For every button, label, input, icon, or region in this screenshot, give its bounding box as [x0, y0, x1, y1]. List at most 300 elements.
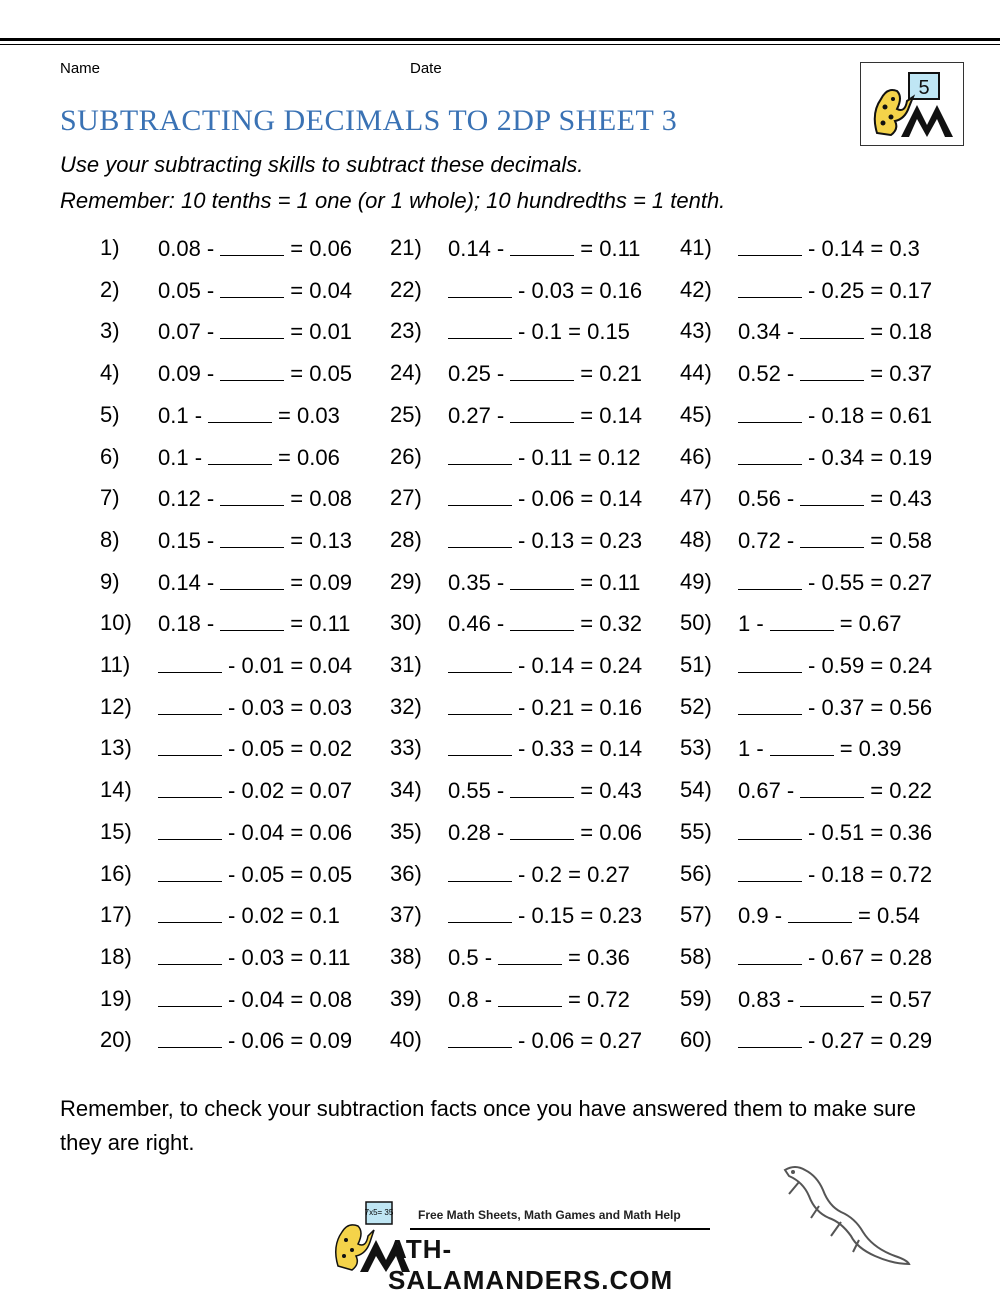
brand-footer — [330, 1200, 720, 1295]
answer-blank[interactable] — [510, 569, 574, 590]
problem-expression — [448, 652, 642, 679]
answer-blank[interactable] — [448, 1027, 512, 1048]
problem-expression — [448, 444, 641, 471]
problem-expression — [738, 610, 901, 637]
problem-row — [0, 777, 1000, 817]
problem-number: 44) — [680, 360, 712, 386]
problem-number: 36) — [390, 860, 422, 886]
problem-expression — [158, 485, 352, 512]
expression-rest: - 0.03 = 0.16 — [518, 277, 643, 303]
salamander-logo-icon — [861, 63, 963, 145]
answer-blank[interactable] — [510, 610, 574, 631]
expression-result: = 0.08 — [290, 486, 353, 512]
problem-expression — [448, 610, 642, 637]
answer-blank[interactable] — [738, 277, 802, 298]
answer-blank[interactable] — [448, 694, 512, 715]
answer-blank[interactable] — [448, 735, 512, 756]
answer-blank[interactable] — [738, 652, 802, 673]
problem-expression — [158, 569, 352, 596]
problem-expression — [448, 485, 642, 512]
answer-blank[interactable] — [448, 485, 512, 506]
answer-blank[interactable] — [738, 944, 802, 965]
problem-expression — [158, 318, 352, 345]
expression-result: = 0.18 — [870, 319, 933, 345]
answer-blank[interactable] — [738, 694, 802, 715]
answer-blank[interactable] — [800, 318, 864, 339]
expression-rest: - 0.06 = 0.27 — [518, 1028, 643, 1054]
problem-expression — [738, 485, 932, 512]
brand-badge: 7x5= 35 — [364, 1208, 394, 1217]
problem-expression — [448, 944, 630, 971]
expression-minuend: 0.28 - — [448, 819, 505, 845]
problem-number: 38) — [390, 943, 422, 969]
expression-minuend: 1 - — [738, 611, 764, 637]
problem-number: 32) — [390, 693, 422, 719]
answer-blank[interactable] — [158, 1027, 222, 1048]
problem-row — [0, 569, 1000, 609]
problem-expression — [738, 944, 932, 971]
grade-badge: 5 — [918, 77, 930, 99]
expression-rest: - 0.11 = 0.12 — [518, 444, 641, 470]
answer-blank[interactable] — [510, 360, 574, 381]
problem-expression — [738, 652, 932, 679]
expression-minuend: 0.15 - — [158, 527, 215, 553]
problem-expression — [738, 527, 932, 554]
problem-number: 29) — [390, 568, 422, 594]
expression-rest: - 0.14 = 0.3 — [808, 236, 920, 261]
instruction-line-2: Remember: 10 tenths = 1 one (or 1 whole); 10 hundredths = 1 tenth. — [60, 188, 726, 213]
problem-number: 35) — [390, 818, 422, 844]
problem-expression — [158, 402, 340, 429]
answer-blank[interactable] — [158, 819, 222, 840]
problem-number: 10) — [100, 610, 132, 636]
answer-blank[interactable] — [800, 485, 864, 506]
problem-expression — [448, 735, 642, 762]
expression-minuend: 0.12 - — [158, 486, 215, 512]
problem-expression — [448, 1027, 642, 1054]
problem-row — [0, 819, 1000, 859]
answer-blank[interactable] — [800, 986, 864, 1007]
expression-result: = 0.37 — [870, 361, 933, 387]
expression-rest: - 0.55 = 0.27 — [808, 569, 933, 595]
expression-rest: - 0.51 = 0.36 — [808, 819, 933, 845]
problem-number: 31) — [390, 652, 422, 677]
expression-minuend: 0.25 - — [448, 361, 505, 387]
problem-number: 59) — [680, 985, 712, 1011]
answer-blank[interactable] — [158, 735, 222, 756]
problem-number: 23) — [390, 318, 422, 344]
expression-result: = 0.14 — [580, 402, 643, 428]
problem-number: 12) — [100, 693, 132, 719]
expression-rest: - 0.25 = 0.17 — [808, 277, 933, 303]
expression-result: = 0.21 — [580, 361, 643, 387]
problem-number: 24) — [390, 360, 422, 386]
problem-row — [0, 527, 1000, 567]
answer-blank[interactable] — [800, 527, 864, 548]
expression-minuend: 0.07 - — [158, 319, 215, 345]
answer-blank[interactable] — [158, 986, 222, 1007]
problem-row — [0, 694, 1000, 734]
answer-blank[interactable] — [510, 819, 574, 840]
brand-divider — [410, 1228, 710, 1230]
expression-result: = 0.11 — [580, 569, 641, 595]
problem-row — [0, 610, 1000, 650]
expression-minuend: 0.56 - — [738, 486, 795, 512]
problem-expression — [738, 694, 932, 721]
answer-blank[interactable] — [158, 652, 222, 673]
expression-rest: - 0.15 = 0.23 — [518, 903, 643, 929]
problem-row — [0, 402, 1000, 442]
expression-minuend: 0.72 - — [738, 527, 795, 553]
expression-minuend: 0.8 - — [448, 986, 493, 1012]
expression-result: = 0.03 — [278, 402, 340, 428]
problem-expression — [158, 735, 352, 762]
expression-result: = 0.43 — [580, 778, 643, 804]
expression-result: = 0.06 — [580, 819, 643, 845]
answer-blank[interactable] — [220, 360, 284, 381]
expression-minuend: 0.18 - — [158, 611, 215, 637]
problem-expression — [158, 861, 352, 888]
answer-blank[interactable] — [448, 902, 512, 923]
answer-blank[interactable] — [738, 444, 802, 465]
problem-expression — [448, 902, 642, 929]
salamander-outline-icon — [775, 1160, 915, 1275]
top-rule-thin — [0, 44, 1000, 45]
problem-expression — [158, 652, 352, 679]
grade-logo — [860, 62, 964, 146]
problem-number: 17) — [100, 902, 132, 928]
expression-result: = 0.72 — [568, 986, 630, 1012]
expression-result: = 0.11 — [580, 236, 641, 261]
answer-blank[interactable] — [220, 569, 284, 590]
problem-expression — [738, 277, 932, 304]
expression-rest: - 0.02 = 0.07 — [228, 778, 353, 804]
footer-reminder: Remember, to check your subtraction facts once you have answered them to make sure they are right. — [60, 1096, 916, 1155]
date-label: Date — [410, 60, 442, 77]
problem-number: 26) — [390, 443, 422, 469]
problem-number: 55) — [680, 818, 712, 844]
problem-expression — [448, 694, 642, 721]
expression-minuend: 0.14 - — [158, 569, 215, 595]
answer-blank[interactable] — [448, 861, 512, 882]
expression-rest: - 0.18 = 0.61 — [808, 402, 933, 428]
problem-number: 7) — [100, 485, 120, 511]
problem-expression — [448, 402, 642, 429]
answer-blank[interactable] — [800, 360, 864, 381]
problem-number: 4) — [100, 360, 120, 386]
answer-blank[interactable] — [738, 402, 802, 423]
problem-number: 14) — [100, 777, 132, 803]
answer-blank[interactable] — [220, 318, 284, 339]
expression-minuend: 0.83 - — [738, 986, 795, 1012]
expression-rest: - 0.34 = 0.19 — [808, 444, 933, 470]
problem-number: 40) — [390, 1027, 422, 1053]
problem-expression — [738, 402, 932, 429]
answer-blank[interactable] — [498, 944, 562, 965]
problem-expression — [448, 569, 640, 596]
problem-expression — [448, 235, 640, 262]
problem-number: 19) — [100, 985, 132, 1011]
answer-blank[interactable] — [220, 277, 284, 298]
name-label: Name — [60, 60, 101, 77]
problem-expression — [448, 986, 630, 1013]
problem-expression — [158, 944, 351, 971]
answer-blank[interactable] — [738, 569, 802, 590]
problem-number: 56) — [680, 860, 712, 886]
expression-rest: - 0.18 = 0.72 — [808, 861, 933, 887]
answer-blank[interactable] — [158, 861, 222, 882]
problem-number: 51) — [680, 652, 712, 677]
problem-number: 49) — [680, 568, 712, 594]
problem-expression — [738, 861, 932, 888]
problem-row — [0, 861, 1000, 901]
answer-blank[interactable] — [738, 819, 802, 840]
problem-number: 46) — [680, 443, 712, 469]
answer-blank[interactable] — [800, 777, 864, 798]
expression-rest: - 0.37 = 0.56 — [808, 694, 933, 720]
expression-minuend: 0.1 - — [158, 402, 203, 428]
problem-number: 54) — [680, 777, 712, 803]
problem-expression — [158, 444, 340, 471]
expression-result: = 0.04 — [290, 277, 353, 303]
problem-number: 18) — [100, 943, 132, 969]
problem-number: 53) — [680, 735, 712, 761]
expression-rest: - 0.33 = 0.14 — [518, 736, 643, 762]
problem-expression — [738, 235, 920, 262]
expression-result: = 0.43 — [870, 486, 933, 512]
expression-minuend: 0.27 - — [448, 402, 505, 428]
problem-row — [0, 902, 1000, 942]
problem-row — [0, 235, 1000, 275]
instruction-line-1: Use your subtracting skills to subtract these decimals. — [60, 152, 584, 177]
problem-row — [0, 485, 1000, 525]
page-title: SUBTRACTING DECIMALS TO 2DP SHEET 3 — [60, 104, 678, 137]
expression-result: = 0.06 — [278, 444, 340, 470]
problem-expression — [158, 360, 352, 387]
problem-number: 37) — [390, 902, 422, 928]
answer-blank[interactable] — [788, 902, 852, 923]
problem-number: 16) — [100, 860, 132, 886]
problem-number: 25) — [390, 401, 422, 427]
expression-minuend: 0.52 - — [738, 361, 795, 387]
expression-minuend: 0.9 - — [738, 903, 783, 929]
expression-rest: - 0.14 = 0.24 — [518, 653, 643, 678]
problem-expression — [738, 569, 932, 596]
problem-number: 30) — [390, 610, 422, 636]
expression-result: = 0.05 — [290, 361, 353, 387]
expression-rest: - 0.1 = 0.15 — [518, 319, 630, 345]
expression-result: = 0.54 — [858, 903, 920, 929]
expression-rest: - 0.21 = 0.16 — [518, 694, 643, 720]
expression-minuend: 0.09 - — [158, 361, 215, 387]
answer-blank[interactable] — [510, 777, 574, 798]
expression-rest: - 0.06 = 0.14 — [518, 486, 643, 512]
expression-rest: - 0.59 = 0.24 — [808, 653, 933, 678]
problem-number: 8) — [100, 526, 120, 552]
answer-blank[interactable] — [448, 527, 512, 548]
problem-number: 33) — [390, 735, 422, 761]
problem-number: 2) — [100, 276, 120, 302]
problem-number: 20) — [100, 1027, 132, 1053]
problem-row — [0, 360, 1000, 400]
problem-number: 28) — [390, 526, 422, 552]
answer-blank[interactable] — [770, 735, 834, 756]
answer-blank[interactable] — [158, 777, 222, 798]
problem-expression — [738, 444, 932, 471]
expression-rest: - 0.05 = 0.02 — [228, 736, 353, 762]
answer-blank[interactable] — [738, 1027, 802, 1048]
answer-blank[interactable] — [738, 861, 802, 882]
expression-result: = 0.01 — [290, 319, 353, 345]
answer-blank[interactable] — [448, 318, 512, 339]
problem-row — [0, 444, 1000, 484]
problem-expression — [158, 694, 352, 721]
expression-minuend: 1 - — [738, 736, 764, 762]
problem-expression — [158, 277, 352, 304]
problem-expression — [738, 360, 932, 387]
expression-result: = 0.09 — [290, 569, 353, 595]
problem-expression — [448, 360, 642, 387]
answer-blank[interactable] — [448, 444, 512, 465]
expression-result: = 0.57 — [870, 986, 933, 1012]
problem-expression — [738, 777, 932, 804]
problem-row — [0, 318, 1000, 358]
problem-number: 50) — [680, 610, 712, 636]
problem-expression — [158, 986, 352, 1013]
answer-blank[interactable] — [510, 402, 574, 423]
expression-result: = 0.13 — [290, 527, 353, 553]
expression-rest: - 0.03 = 0.11 — [228, 944, 351, 970]
answer-blank[interactable] — [448, 652, 512, 673]
answer-blank[interactable] — [770, 610, 834, 631]
expression-rest: - 0.04 = 0.06 — [228, 819, 353, 845]
expression-rest: - 0.02 = 0.1 — [228, 903, 340, 929]
answer-blank[interactable] — [220, 527, 284, 548]
expression-result: = 0.11 — [290, 611, 351, 637]
problem-expression — [738, 1027, 932, 1054]
problem-row — [0, 1027, 1000, 1067]
problem-number: 6) — [100, 443, 120, 469]
expression-result: = 0.32 — [580, 611, 643, 637]
problem-expression — [158, 819, 352, 846]
problem-expression — [158, 902, 340, 929]
answer-blank[interactable] — [158, 902, 222, 923]
expression-rest: - 0.2 = 0.27 — [518, 861, 630, 887]
salamander-drawing — [775, 1160, 915, 1275]
problem-number: 45) — [680, 401, 712, 427]
problem-expression — [738, 735, 901, 762]
answer-blank[interactable] — [738, 235, 802, 256]
expression-minuend: 0.08 - — [158, 236, 215, 261]
problem-number: 34) — [390, 777, 422, 803]
problem-number: 15) — [100, 818, 132, 844]
problem-expression — [738, 902, 920, 929]
brand-name: ATH-SALAMANDERS.COM — [388, 1234, 674, 1295]
problem-number: 52) — [680, 693, 712, 719]
problem-expression — [448, 819, 642, 846]
brand-tagline: Free Math Sheets, Math Games and Math Help — [418, 1208, 681, 1222]
problem-expression — [158, 1027, 352, 1054]
problem-number: 3) — [100, 318, 120, 344]
problem-row — [0, 735, 1000, 775]
problem-expression — [448, 527, 642, 554]
answer-blank[interactable] — [208, 444, 272, 465]
problem-expression — [738, 318, 932, 345]
problem-number: 57) — [680, 902, 712, 928]
top-rule — [0, 38, 1000, 41]
expression-rest: - 0.05 = 0.05 — [228, 861, 353, 887]
problem-expression — [158, 777, 352, 804]
answer-blank[interactable] — [510, 235, 574, 256]
problem-number: 5) — [100, 401, 120, 427]
answer-blank[interactable] — [448, 277, 512, 298]
expression-result: = 0.67 — [839, 611, 902, 637]
expression-rest: - 0.03 = 0.03 — [228, 694, 353, 720]
expression-minuend: 0.1 - — [158, 444, 203, 470]
problem-number: 47) — [680, 485, 712, 511]
answer-blank[interactable] — [220, 610, 284, 631]
expression-minuend: 0.55 - — [448, 778, 505, 804]
problem-expression — [738, 819, 932, 846]
expression-minuend: 0.34 - — [738, 319, 795, 345]
expression-result: = 0.39 — [839, 736, 902, 762]
problem-expression — [158, 235, 352, 262]
expression-result: = 0.58 — [870, 527, 933, 553]
expression-rest: - 0.01 = 0.04 — [228, 653, 353, 678]
problem-number: 27) — [390, 485, 422, 511]
problem-number: 13) — [100, 735, 132, 761]
answer-blank[interactable] — [208, 402, 272, 423]
problem-number: 11) — [100, 652, 131, 677]
problem-expression — [448, 318, 630, 345]
expression-minuend: 0.14 - — [448, 236, 505, 261]
problem-number: 9) — [100, 568, 120, 594]
expression-minuend: 0.67 - — [738, 778, 795, 804]
problem-expression — [448, 277, 642, 304]
problem-expression — [448, 861, 630, 888]
problem-number: 22) — [390, 276, 422, 302]
expression-rest: - 0.06 = 0.09 — [228, 1028, 353, 1054]
problem-number: 21) — [390, 235, 422, 260]
problem-expression — [448, 777, 642, 804]
problem-row — [0, 277, 1000, 317]
expression-result: = 0.36 — [568, 944, 630, 970]
answer-blank[interactable] — [158, 694, 222, 715]
expression-rest: - 0.67 = 0.28 — [808, 944, 933, 970]
problem-number: 60) — [680, 1027, 712, 1053]
problem-number: 41) — [680, 235, 712, 260]
expression-minuend: 0.5 - — [448, 944, 493, 970]
problem-number: 48) — [680, 526, 712, 552]
expression-rest: - 0.13 = 0.23 — [518, 527, 643, 553]
problem-number: 58) — [680, 943, 712, 969]
expression-rest: - 0.04 = 0.08 — [228, 986, 353, 1012]
problem-expression — [158, 527, 352, 554]
expression-minuend: 0.05 - — [158, 277, 215, 303]
problem-expression — [738, 986, 932, 1013]
expression-rest: - 0.27 = 0.29 — [808, 1028, 933, 1054]
answer-blank[interactable] — [158, 944, 222, 965]
expression-result: = 0.06 — [290, 236, 353, 261]
expression-minuend: 0.35 - — [448, 569, 505, 595]
answer-blank[interactable] — [498, 986, 562, 1007]
answer-blank[interactable] — [220, 235, 284, 256]
answer-blank[interactable] — [220, 485, 284, 506]
problem-number: 39) — [390, 985, 422, 1011]
problem-expression — [158, 610, 350, 637]
problem-number: 42) — [680, 276, 712, 302]
problem-number: 1) — [100, 235, 120, 260]
